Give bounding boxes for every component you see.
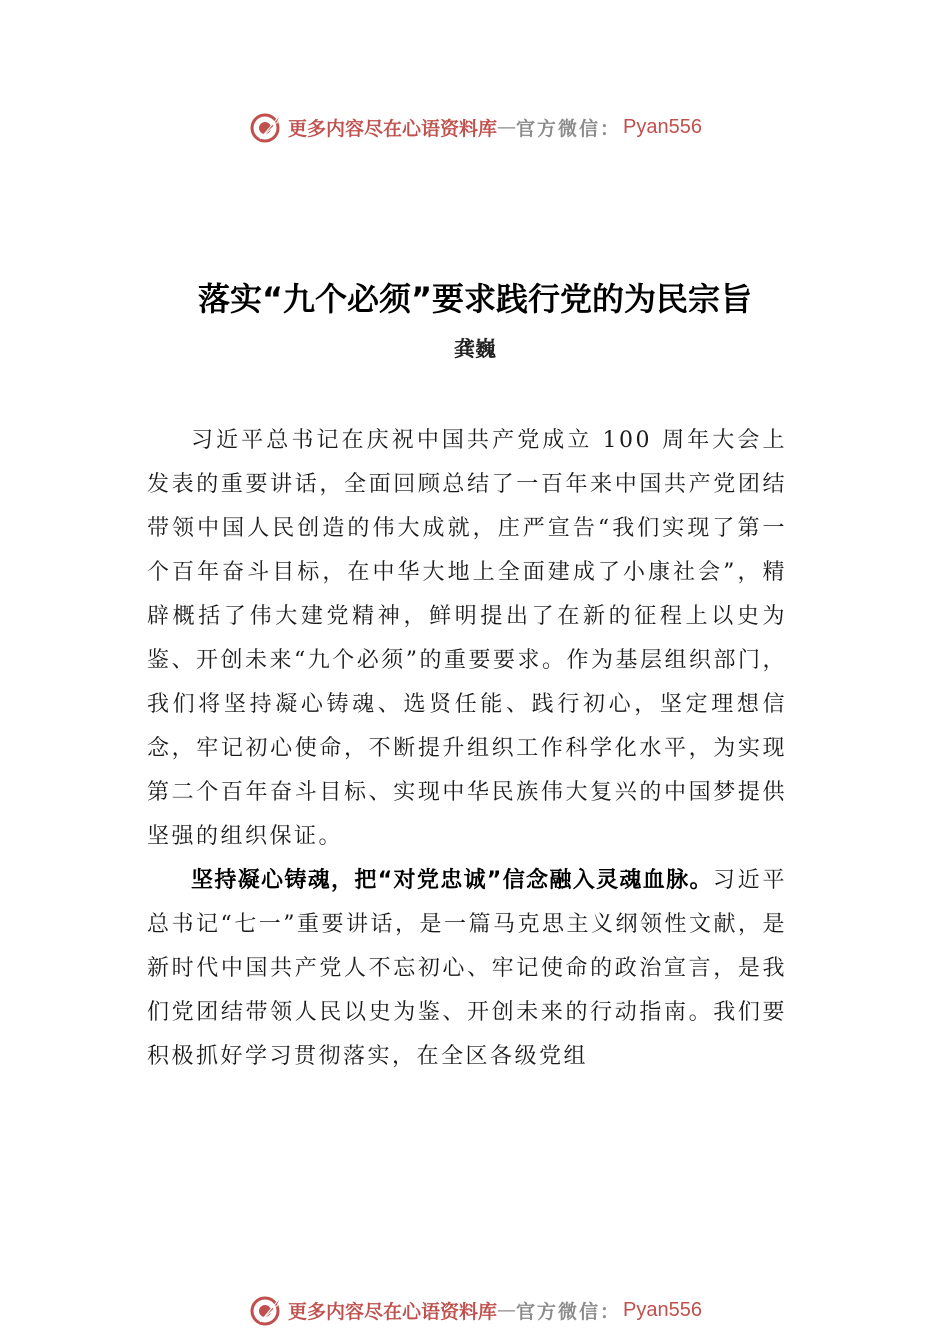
quill-logo-icon	[248, 109, 284, 145]
banner-brand-text: 更多内容尽在心语资料库	[288, 117, 498, 140]
quill-logo-icon	[248, 1292, 284, 1328]
paragraph-intro: 习近平总书记在庆祝中国共产党成立 100 周年大会上发表的重要讲话，全面回顾总结了一百年来中国共产党团结带领中国人民创造的伟大成就，庄严宣告“我们实现了第一个百年奋斗目标，在中华大地上全面建成了小康社会”，精辟概括了伟大建党精神，鲜明提出了在新的征程上以史为鉴、开创未来“九个必须”的重要要求。作为基层组织部门，我们将坚持凝心铸魂、选贤任能、践行初心，坚定理想信念，牢记初心使命，不断提升组织工作科学化水平，为实现第二个百年奋斗目标、实现中华民族伟大复兴的中国梦提供坚强的组织保证。	[147, 428, 787, 849]
banner-separator: —	[497, 1299, 517, 1321]
banner-wechat-id: Pyan556	[623, 115, 702, 138]
footer-banner	[0, 1290, 950, 1330]
document-title: 落实“九个必须”要求践行党的为民宗旨	[197, 280, 753, 318]
banner-wechat-label: 官方微信：	[516, 117, 622, 140]
banner-wechat-label: 官方微信：	[516, 1300, 622, 1323]
banner-wechat-id: Pyan556	[623, 1298, 702, 1321]
header-banner	[0, 107, 950, 147]
section-heading-lead: 坚持凝心铸魂，把“对党忠诚”信念融入灵魂血脉。	[191, 868, 713, 893]
document-body	[147, 419, 787, 1079]
paragraph-section-1	[147, 859, 787, 1079]
banner-separator: —	[497, 116, 517, 138]
document-author: 龚巍	[454, 336, 496, 361]
section-body-text: 习近平总书记“七一”重要讲话，是一篇马克思主义纲领性文献，是新时代中国共产党人不忘初心、牢记使命的政治宣言，是我们党团结带领人民以史为鉴、开创未来的行动指南。我们要积极抓好学习贯彻落实，在全区各级党组	[147, 868, 787, 1069]
banner-brand-text: 更多内容尽在心语资料库	[288, 1300, 498, 1323]
